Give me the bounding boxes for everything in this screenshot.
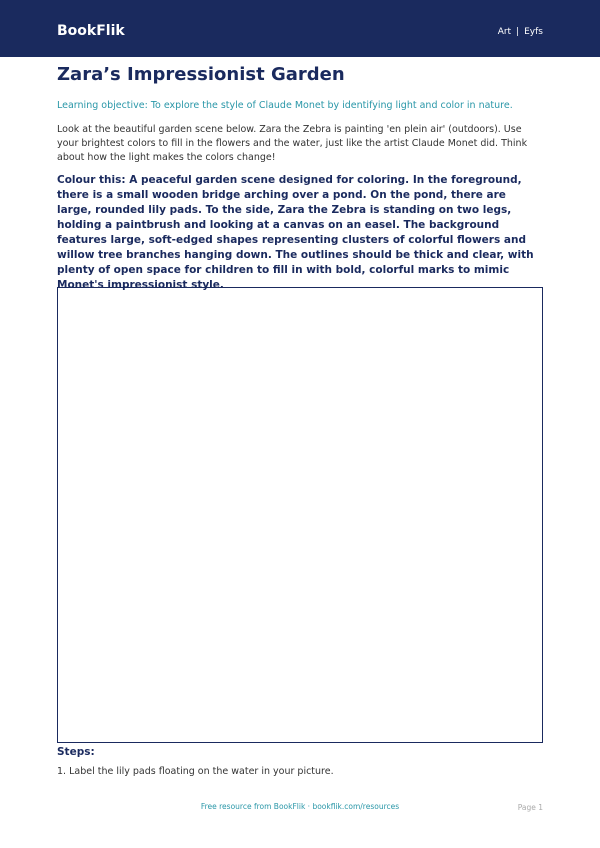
breadcrumb-subject[interactable]: Art	[497, 27, 512, 37]
drawing-area[interactable]	[57, 287, 543, 743]
steps-heading: Steps:	[57, 746, 95, 758]
step-item: 1. Label the lily pads floating on the water in your picture.	[57, 766, 334, 777]
learning-objective: Learning objective: To explore the style of Claude Monet by identifying light and color in nature.	[57, 100, 513, 111]
intro-paragraph: Look at the beautiful garden scene below. Zara the Zebra is painting 'en plein air' (outdoors). Use your brightest colors to fill in the flowers and the water, just like the artist Claude Monet did. Think about how the light makes the colors change!	[57, 124, 528, 163]
page-number: Page 1	[517, 803, 543, 812]
brand-logo[interactable]: BookFlik	[57, 23, 125, 39]
colour-prompt: Colour this: A peaceful garden scene designed for coloring. In the foreground, there is a small wooden bridge arching over a pond. On the pond, there are large, rounded lily pads. To the side, Zara the Zebra is standing on two legs, holding a paintbrush and looking at a canvas on an easel. The background features large, soft-edged shapes representing clusters of colorful flowers and willow tree branches hanging down. The outlines should be thick and clear, with plenty of open space for children to fill in with bold, colorful marks to mimic Monet's impressionist style.	[57, 174, 534, 291]
breadcrumb-level[interactable]: Eyfs	[524, 27, 543, 37]
header-bar	[0, 0, 600, 57]
breadcrumb	[498, 27, 543, 37]
page-title: Zara’s Impressionist Garden	[57, 64, 345, 85]
breadcrumb-separator: |	[516, 27, 520, 37]
footer-link[interactable]: Free resource from BookFlik · bookflik.com/resources	[200, 802, 400, 811]
